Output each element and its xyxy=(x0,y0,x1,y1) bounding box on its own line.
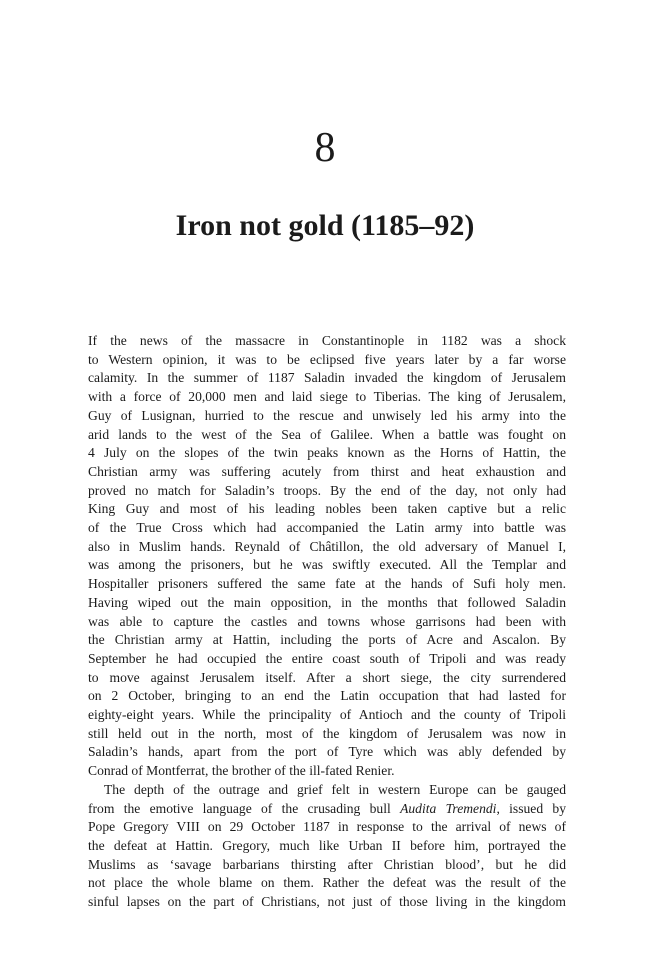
chapter-number: 8 xyxy=(314,125,336,171)
body-text xyxy=(88,332,566,912)
text-line: Christian army was suffering acutely from thirst and heat exhaustion and xyxy=(88,463,566,479)
text-line: The depth of the outrage and grief felt in western Europe can be gauged xyxy=(104,781,566,797)
text-line: eighty-eight years. While the principality of Antioch and the county of Tripoli xyxy=(88,707,566,723)
text-line: to Western opinion, it was to be eclipsed five years later by a far worse xyxy=(88,351,566,367)
text-line: not place the whole blame on them. Rather the defeat was the result of the xyxy=(88,875,566,891)
text-line: was able to capture the castles and towns whose garrisons had been with xyxy=(88,613,566,629)
text-line: also in Muslim hands. Reynald of Châtillon, the old adversary of Manuel I, xyxy=(88,538,566,554)
text-line: to move against Jerusalem itself. After a short siege, the city surrendered xyxy=(88,669,566,685)
text-line: Saladin’s hands, apart from the port of Tyre which was ably defended by xyxy=(88,744,566,760)
bull-title: Audita Tremendi xyxy=(400,800,497,816)
text-line: Pope Gregory VIII on 29 October 1187 in response to the arrival of news of xyxy=(88,819,566,835)
text-line: 4 July on the slopes of the twin peaks known as the Horns of Hattin, the xyxy=(88,445,566,461)
text-line: the defeat at Hattin. Gregory, much like Urban II before him, portrayed the xyxy=(88,837,566,853)
text-line: calamity. In the summer of 1187 Saladin invaded the kingdom of Jerusalem xyxy=(88,370,566,386)
text-line: September he had occupied the entire coast south of Tripoli and was ready xyxy=(88,650,566,666)
text-line: Muslims as ‘savage barbarians thirsting after Christian blood’, but he did xyxy=(88,856,566,872)
text-line: Conrad of Montferrat, the brother of the ill-fated Renier. xyxy=(88,763,395,779)
text-line: King Guy and most of his leading nobles been taken captive but a relic xyxy=(88,501,566,517)
text-line: Having wiped out the main opposition, in the months that followed Saladin xyxy=(88,594,566,610)
text-line: still held out in the north, most of the kingdom of Jerusalem was now in xyxy=(88,725,566,741)
text-line: If the news of the massacre in Constantinople in 1182 was a shock xyxy=(88,333,566,348)
text-line: sinful lapses on the part of Christians, not just of those living in the kingdom xyxy=(88,894,566,910)
text-run: from the emotive language of the crusading bull xyxy=(88,800,401,816)
text-line: Hospitaller prisoners suffered the same fate at the hands of Sufi holy men. xyxy=(88,576,566,592)
paragraph-1 xyxy=(88,332,566,781)
text-line: Guy of Lusignan, hurried to the rescue and unwisely led his army into the xyxy=(88,407,566,423)
paragraph-2 xyxy=(88,781,566,912)
text-line xyxy=(88,800,566,819)
text-line: with a force of 20,000 men and laid siege to Tiberias. The king of Jerusalem, xyxy=(88,389,566,405)
text-run: , issued by xyxy=(496,800,566,816)
text-line: proved no match for Saladin’s troops. By the end of the day, not only had xyxy=(88,482,566,498)
text-line: of the True Cross which had accompanied the Latin army into battle was xyxy=(88,520,566,536)
text-line: arid lands to the west of the Sea of Galilee. When a battle was fought on xyxy=(88,426,566,442)
text-line: was among the prisoners, but he was swiftly executed. All the Templar and xyxy=(88,557,566,573)
text-line: on 2 October, bringing to an end the Latin occupation that had lasted for xyxy=(88,688,566,704)
chapter-title: Iron not gold (1185–92) xyxy=(175,209,475,242)
text-line: the Christian army at Hattin, including the ports of Acre and Ascalon. By xyxy=(88,632,566,648)
